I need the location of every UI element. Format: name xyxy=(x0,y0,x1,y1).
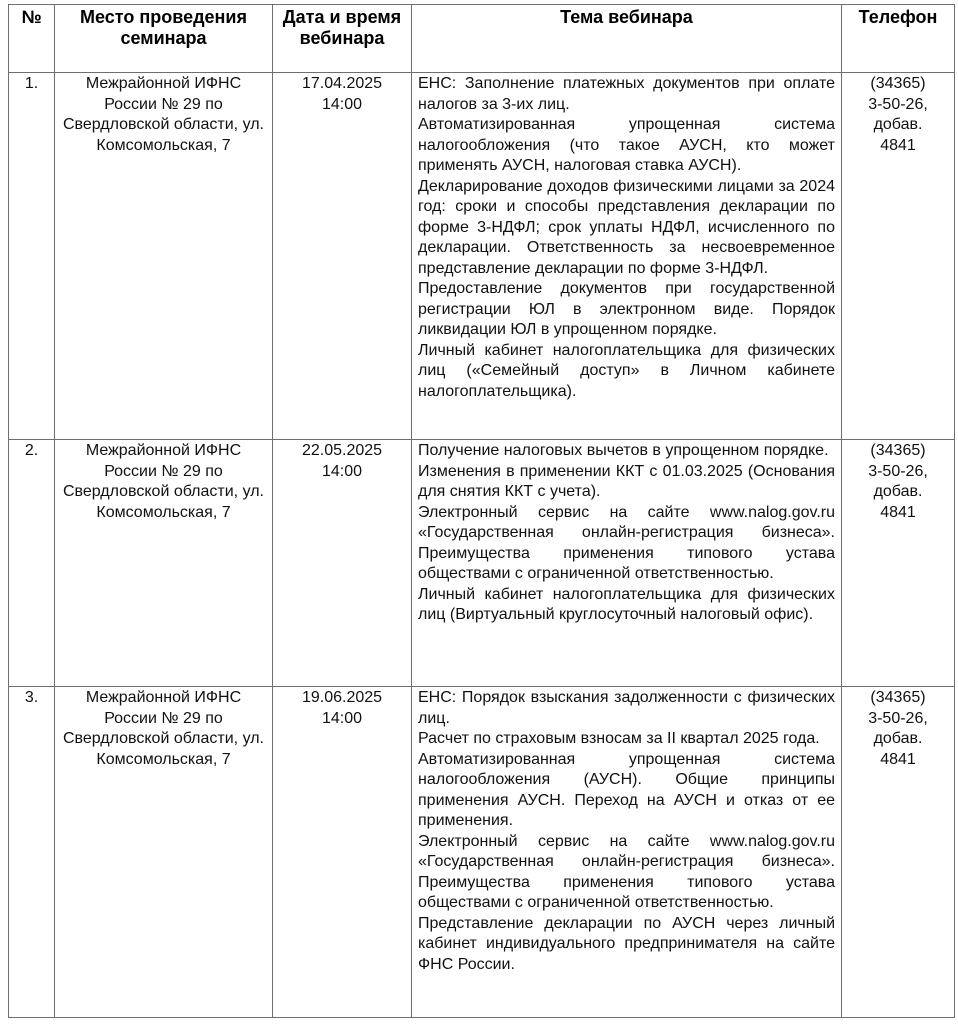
topic-item: Расчет по страховым взносам за II квартал 2025 года. xyxy=(418,730,820,747)
row-phone xyxy=(842,440,955,687)
phone-ext: 4841 xyxy=(880,503,916,521)
row-num: 3. xyxy=(9,687,55,1018)
phone-number: 3-50-26, xyxy=(868,709,928,727)
topic-item: Автоматизированная упрощенная система налогообложения (что такое АУСН, кто может применять АУСН, налоговая ставка АУСН). xyxy=(418,116,835,174)
topic-item: Получение налоговых вычетов в упрощенном порядке. xyxy=(418,442,829,459)
row-phone xyxy=(842,687,955,1018)
topic-item: Личный кабинет налогоплательщика для физических лиц (Виртуальный круглосуточный налоговый офис). xyxy=(418,585,835,623)
header-topic: Тема вебинара xyxy=(412,5,842,73)
row-date: 19.06.2025 xyxy=(301,689,383,706)
phone-ext-label: добав. xyxy=(873,730,923,747)
row-topics xyxy=(412,687,842,1018)
phone-ext-label: добав. xyxy=(873,483,923,500)
topic-item: Автоматизированная упрощенная система налогообложения (АУСН). Общие принципы применения АУСН. Переход на АУСН и отказ от ее применения. xyxy=(418,750,835,829)
phone-number: 3-50-26, xyxy=(868,95,928,113)
table-row xyxy=(9,73,955,440)
row-phone xyxy=(842,73,955,440)
row-time: 14:00 xyxy=(321,709,363,727)
row-time: 14:00 xyxy=(321,462,363,480)
row-num: 1. xyxy=(9,73,55,440)
row-topics xyxy=(412,440,842,687)
row-place: Межрайонной ИФНС России № 29 по Свердловской области, ул. Комсомольская, 7 xyxy=(55,73,273,440)
table-header-row xyxy=(9,5,955,73)
row-datetime xyxy=(273,687,412,1018)
row-topics xyxy=(412,73,842,440)
row-datetime xyxy=(273,440,412,687)
topic-item: ЕНС: Заполнение платежных документов при оплате налогов за 3-их лиц. xyxy=(418,75,835,113)
phone-code: (34365) xyxy=(870,689,926,706)
topic-item: ЕНС: Порядок взыскания задолженности с физических лиц. xyxy=(418,689,835,727)
topic-item: Электронный сервис на сайте www.nalog.gov.ru «Государственная онлайн-регистрация бизнеса». Преимущества применения типового устава обществами с ограниченной ответственностью. xyxy=(418,503,835,582)
phone-ext: 4841 xyxy=(880,136,916,154)
topic-item: Декларирование доходов физическими лицами за 2024 год: сроки и способы представления декларации по форме 3-НДФЛ; срок уплаты НДФЛ, исчисленного по декларации. Ответственность за несвоевременное представление декларации по форме 3-НДФЛ. xyxy=(418,177,835,277)
phone-code: (34365) xyxy=(870,75,926,92)
topic-item: Личный кабинет налогоплательщика для физических лиц («Семейный доступ» в Личном кабинете налогоплательщика). xyxy=(418,341,835,400)
phone-ext-label: добав. xyxy=(873,116,923,133)
topic-item: Изменения в применении ККТ с 01.03.2025 (Основания для снятия ККТ с учета). xyxy=(418,462,835,500)
row-num: 2. xyxy=(9,440,55,687)
webinar-schedule-table xyxy=(8,4,955,1018)
row-place: Межрайонной ИФНС России № 29 по Свердловской области, ул. Комсомольская, 7 xyxy=(55,687,273,1018)
header-date: Дата и время вебинара xyxy=(273,5,412,73)
row-date: 17.04.2025 xyxy=(301,75,383,92)
table-row xyxy=(9,687,955,1018)
topic-item: Представление декларации по АУСН через личный кабинет индивидуального предпринимателя на сайте ФНС России. xyxy=(418,914,835,973)
row-place: Межрайонной ИФНС России № 29 по Свердловской области, ул. Комсомольская, 7 xyxy=(55,440,273,687)
row-datetime xyxy=(273,73,412,440)
topic-item: Предоставление документов при государственной регистрации ЮЛ в электронном виде. Порядок ликвидации ЮЛ в упрощенном порядке. xyxy=(418,280,835,338)
topic-item: Электронный сервис на сайте www.nalog.gov.ru «Государственная онлайн-регистрация бизнеса». Преимущества применения типового устава обществами с ограниченной ответственностью. xyxy=(418,832,835,911)
phone-ext: 4841 xyxy=(880,750,916,768)
header-phone: Телефон xyxy=(842,5,955,73)
table-row xyxy=(9,440,955,687)
row-time: 14:00 xyxy=(321,95,363,113)
phone-number: 3-50-26, xyxy=(868,462,928,480)
phone-code: (34365) xyxy=(870,442,926,459)
header-place: Место проведения семинара xyxy=(55,5,273,73)
header-num: № xyxy=(9,5,55,73)
row-date: 22.05.2025 xyxy=(301,442,383,459)
